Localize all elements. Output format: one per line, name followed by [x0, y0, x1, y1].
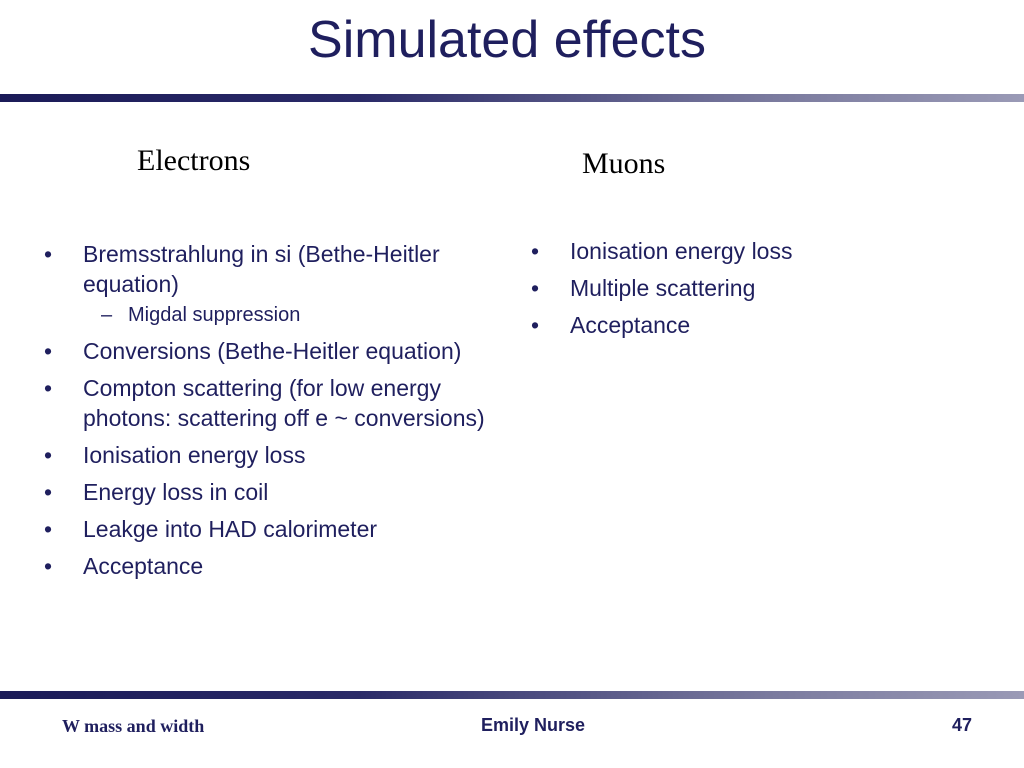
list-item: • Acceptance [531, 310, 971, 340]
muons-heading: Muons [582, 147, 666, 180]
list-item: • Compton scattering (for low energy photons: scattering off e ~ conversions) [44, 373, 494, 433]
list-item: • Ionisation energy loss [44, 440, 494, 470]
list-item: • Acceptance [44, 551, 494, 581]
muons-list [531, 236, 971, 347]
slide-title: Simulated effects [308, 11, 706, 69]
list-item: • Conversions (Bethe-Heitler equation) [44, 336, 494, 366]
top-divider [0, 94, 1024, 102]
footer-presentation-title: W mass and width [62, 716, 205, 736]
list-item: • Leakge into HAD calorimeter [44, 514, 494, 544]
electrons-heading: Electrons [137, 144, 251, 177]
electrons-list [44, 239, 494, 588]
list-item: • Energy loss in coil [44, 477, 494, 507]
list-item: • Multiple scattering [531, 273, 971, 303]
bottom-divider [0, 691, 1024, 699]
footer-page-number: 47 [951, 715, 972, 735]
list-item: • Bremsstrahlung in si (Bethe-Heitler equation) [44, 239, 494, 299]
list-item: • Ionisation energy loss [531, 236, 971, 266]
footer-author: Emily Nurse [480, 715, 586, 735]
sub-list-item: – Migdal suppression [44, 302, 494, 328]
